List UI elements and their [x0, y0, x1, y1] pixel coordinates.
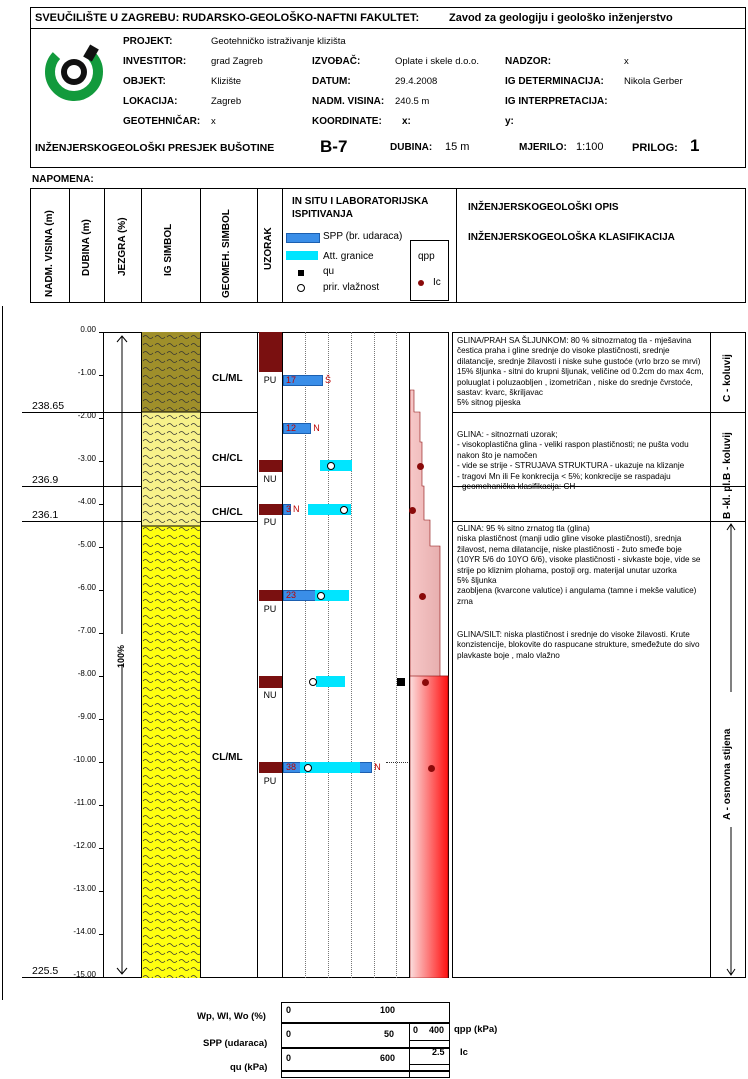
section-title: INŽENJERSKOGEOLOŠKI PRESJEK BUŠOTINE [35, 142, 275, 154]
visina-label: NADM. VISINA: [312, 96, 385, 107]
spp-flag: N [313, 422, 320, 433]
depth-tick [99, 633, 104, 634]
wp-max: 100 [380, 1005, 396, 1015]
col-jezgra: JEZGRA (%) [117, 217, 128, 276]
ic-point-2 [409, 507, 416, 514]
geotehnicar-value: x [211, 116, 216, 127]
datum-label: DATUM: [312, 76, 351, 87]
borehole-id: B-7 [320, 137, 348, 156]
class-b: B - koluvij [722, 432, 733, 480]
header-title-divider [30, 28, 746, 29]
koordinate-x: x: [402, 116, 411, 127]
projekt-value: Geotehničko istraživanje klizišta [211, 36, 346, 47]
spp-dotted-extension [386, 762, 408, 763]
napomena-label: NAPOMENA: [32, 174, 94, 185]
boundary-2 [22, 486, 142, 487]
depth-tick [99, 848, 104, 849]
depth-tick [99, 762, 104, 763]
description-2: GLINA: - sitnozrnati uzorak; - visokoplastična glina - veliki raspon plastičnosti; ne pušta vodu nakon što je namočen - vide se strije - STRUJAVA STRUKTURA - ukazuje na klizanje - tragovi Mn ili Fe konkrecija < 5%; konkrecije se raspadaju - geomehanička klasifikacija: CH [457, 430, 689, 492]
legend-qpp: qpp [418, 251, 435, 262]
spp-bar: 12 [283, 423, 311, 434]
sample-2 [259, 460, 282, 472]
spp-bar: 3 [283, 504, 291, 515]
col-uzorak: UZORAK [263, 227, 274, 270]
left-border [2, 306, 3, 1000]
y-label: y: [505, 116, 514, 127]
wp-min: 0 [286, 1005, 292, 1015]
description-4: GLINA/SILT: niska plastičnost i srednje do visoke žilavosti. Krute konzistencije, blokovite do raspucane strukture, smeđežute do sivo plavkaste boje , malo vlažno [457, 630, 700, 660]
geomech-3: CH/CL [212, 507, 243, 518]
sample-tag-2: NU [263, 474, 277, 484]
prilog-value: 1 [690, 136, 700, 155]
dubina-label: DUBINA: [390, 142, 433, 153]
university-logo [44, 42, 104, 102]
boundary-3 [22, 521, 142, 522]
qpp-min: 0 [413, 1025, 419, 1035]
moisture-point-4 [309, 678, 317, 686]
depth-tick-label: -5.00 [77, 540, 96, 549]
col-geomeh: GEOMEH. SIMBOL [221, 209, 232, 298]
boundary-bottom [22, 977, 104, 978]
igdet-value: Nikola Gerber [624, 76, 683, 87]
legend-ic-icon [418, 280, 424, 286]
col-visina: NADM. VISINA (m) [44, 210, 55, 297]
att-bar-1 [320, 460, 352, 471]
spp-flag: Š [324, 375, 331, 386]
igdet-label: IG DETERMINACIJA: [505, 76, 604, 87]
elevation-4: 225.5 [32, 965, 59, 977]
qpp-label: qpp (kPa) [454, 1024, 498, 1035]
sample-1 [259, 332, 282, 372]
depth-tick [99, 891, 104, 892]
moisture-point-3 [317, 592, 325, 600]
elevation-3: 236.1 [32, 509, 59, 521]
spp-flag: N [293, 504, 300, 515]
spp-bar: 23 [283, 590, 337, 601]
col-klasifikacija: INŽENJERSKOGEOLOŠKA KLASIFIKACIJA [468, 232, 675, 243]
class-a-arrow [724, 522, 738, 977]
ic-value: 2.5 [432, 1047, 445, 1057]
geomech-2: CH/CL [212, 453, 243, 464]
sample-tag-6: PU [263, 776, 277, 786]
elevation-2: 236.9 [32, 474, 59, 486]
legend-qu-icon [298, 270, 304, 276]
legend-ic: Ic [433, 277, 441, 288]
izvodac-value: Oplate i skele d.o.o. [395, 56, 479, 67]
depth-tick-label: -11.00 [73, 798, 96, 807]
nadzor-label: NADZOR: [505, 56, 552, 67]
depth-tick [99, 418, 104, 419]
geotehnicar-label: GEOTEHNIČAR: [123, 116, 201, 127]
core-percent: 100% [116, 644, 126, 668]
koordinate-label: KOORDINATE: [312, 116, 382, 127]
depth-tick-label: -10.00 [73, 755, 96, 764]
qpp-profile [410, 332, 449, 978]
depth-tick-label: -3.00 [77, 454, 96, 463]
qu-point [397, 678, 405, 686]
depth-tick-label: -6.00 [77, 583, 96, 592]
legend-moist: prir. vlažnost [323, 282, 380, 293]
spp-flag: N [374, 762, 381, 773]
spp-max: 50 [384, 1029, 395, 1039]
objekt-value: Klizište [211, 76, 242, 87]
spp-bar: 17 [283, 375, 323, 386]
sample-4 [259, 590, 282, 601]
spp-min: 0 [286, 1029, 292, 1039]
ic-label: Ic [460, 1047, 468, 1058]
izvodac-label: IZVOĐAČ: [312, 56, 361, 67]
mjerilo-label: MJERILO: [519, 142, 567, 153]
depth-tick-label: -12.00 [73, 841, 96, 850]
legend-att: Att. granice [323, 251, 374, 262]
dubina-value: 15 m [445, 141, 470, 153]
depth-tick-label: -7.00 [77, 626, 96, 635]
depth-tick [99, 547, 104, 548]
moisture-point-1 [327, 462, 335, 470]
sample-3 [259, 504, 282, 515]
depth-tick-label: -15.00 [73, 970, 96, 979]
elevation-1: 238.65 [32, 400, 65, 412]
moisture-point-2 [340, 506, 348, 514]
depth-tick [99, 461, 104, 462]
spp-bar: 38 [283, 762, 372, 773]
depth-tick-label: -1.00 [77, 368, 96, 377]
depth-tick [99, 590, 104, 591]
ig-symbol-column [142, 332, 200, 978]
qu-label: qu (kPa) [230, 1062, 268, 1073]
investitor-value: grad Zagreb [211, 56, 263, 67]
qpp-legend-box [410, 240, 449, 301]
col-insitu-title: IN SITU I LABORATORIJSKA ISPITIVANJA [292, 196, 428, 220]
ic-point-3 [419, 593, 426, 600]
sample-5 [259, 676, 282, 688]
depth-tick-label: -13.00 [73, 884, 96, 893]
depth-tick [99, 332, 104, 333]
header-title-right: Zavod za geologiju i geološko inženjerstvo [449, 12, 673, 24]
qu-max: 600 [380, 1053, 396, 1063]
spp-label: SPP (udaraca) [203, 1038, 268, 1049]
projekt-label: PROJEKT: [123, 36, 173, 47]
depth-tick [99, 805, 104, 806]
objekt-label: OBJEKT: [123, 76, 166, 87]
visina-value: 240.5 m [395, 96, 430, 107]
sample-tag-1: PU [263, 375, 277, 385]
geomech-4: CL/ML [212, 752, 243, 763]
depth-tick [99, 504, 104, 505]
depth-tick [99, 676, 104, 677]
datum-value: 29.4.2008 [395, 76, 438, 87]
sample-tag-5: NU [263, 690, 277, 700]
depth-tick-label: -4.00 [77, 497, 96, 506]
description-3: GLINA: 95 % sitno zrnatog tla (glina) niska plastičnost (manji udio gline visoke plastičnosti), srednja žilavost, nema dilatancije, niske plastičnosti - žuto smeđe boje (10YR 5/6 do 10YO 6/6), visoke plastičnosti - sivkaste boje, vide se strije po kliznim plohama, postoji org. materijal unutar uzorka 5% šljunka zaobljena (kvarcone valutice) i angulama (tamne i mekše valutice) zrna [457, 524, 701, 606]
mjerilo-value: 1:100 [576, 141, 604, 153]
ic-point-4 [422, 679, 429, 686]
depth-tick [99, 719, 104, 720]
col-ig-simbol: IG SIMBOL [163, 223, 174, 276]
legend-qu: qu [323, 266, 335, 277]
qu-min: 0 [286, 1053, 292, 1063]
depth-tick-label: 0.00 [80, 325, 96, 334]
depth-tick [99, 934, 104, 935]
att-bar-4 [316, 676, 345, 687]
col-dubina: DUBINA (m) [81, 219, 92, 276]
depth-tick [99, 375, 104, 376]
boundary-1 [22, 412, 142, 413]
lokacija-value: Zagreb [211, 96, 242, 107]
depth-tick-label: -2.00 [77, 411, 96, 420]
class-a: A - osnovna stijena [722, 728, 733, 820]
class-c: C - koluvij [722, 354, 733, 402]
ic-point-5 [428, 765, 435, 772]
sample-6 [259, 762, 282, 773]
geomech-1: CL/ML [212, 373, 243, 384]
class-bkl: B -kl. pl. [722, 480, 733, 519]
lokacija-label: LOKACIJA: [123, 96, 178, 107]
prilog-label: PRILOG: [632, 142, 678, 154]
wp-label: Wp, Wl, Wo (%) [197, 1011, 266, 1022]
depth-tick-label: -9.00 [77, 712, 96, 721]
legend-moist-icon [297, 284, 305, 292]
sample-tag-4: PU [263, 604, 277, 614]
ic-point-1 [417, 463, 424, 470]
col-opis: INŽENJERSKOGEOLOŠKI OPIS [468, 202, 619, 213]
header-title-left: SVEUČILIŠTE U ZAGREBU: RUDARSKO-GEOLOŠKO-NAFTNI FAKULTET: [35, 12, 420, 24]
iginterp-label: IG INTERPRETACIJA: [505, 96, 608, 107]
qpp-max: 400 [429, 1025, 445, 1035]
depth-tick-label: -8.00 [77, 669, 96, 678]
description-1: GLINA/PRAH SA ŠLJUNKOM: 80 % sitnozrnatog tla - mješavina čestica praha i gline srednje do visoke plastičnosti, srednje dilatancije, srednje žilavosti i niske suhe gustoće (vrlo brzo se mrvi) 15% šljunka - sitni do krupni šljunak, veličine od 0.2cm do max 4cm, poluuglat i poluzaobljen , izometričan , niske do srednje čvrstoće, sastav: kvarc, škriljavac 5% sitnog pijeska [457, 336, 704, 408]
investitor-label: INVESTITOR: [123, 56, 187, 67]
nadzor-value: x [624, 56, 629, 67]
depth-tick-label: -14.00 [73, 927, 96, 936]
legend-spp: SPP (br. udaraca) [323, 231, 403, 242]
moisture-point-5 [304, 764, 312, 772]
sample-tag-3: PU [263, 517, 277, 527]
